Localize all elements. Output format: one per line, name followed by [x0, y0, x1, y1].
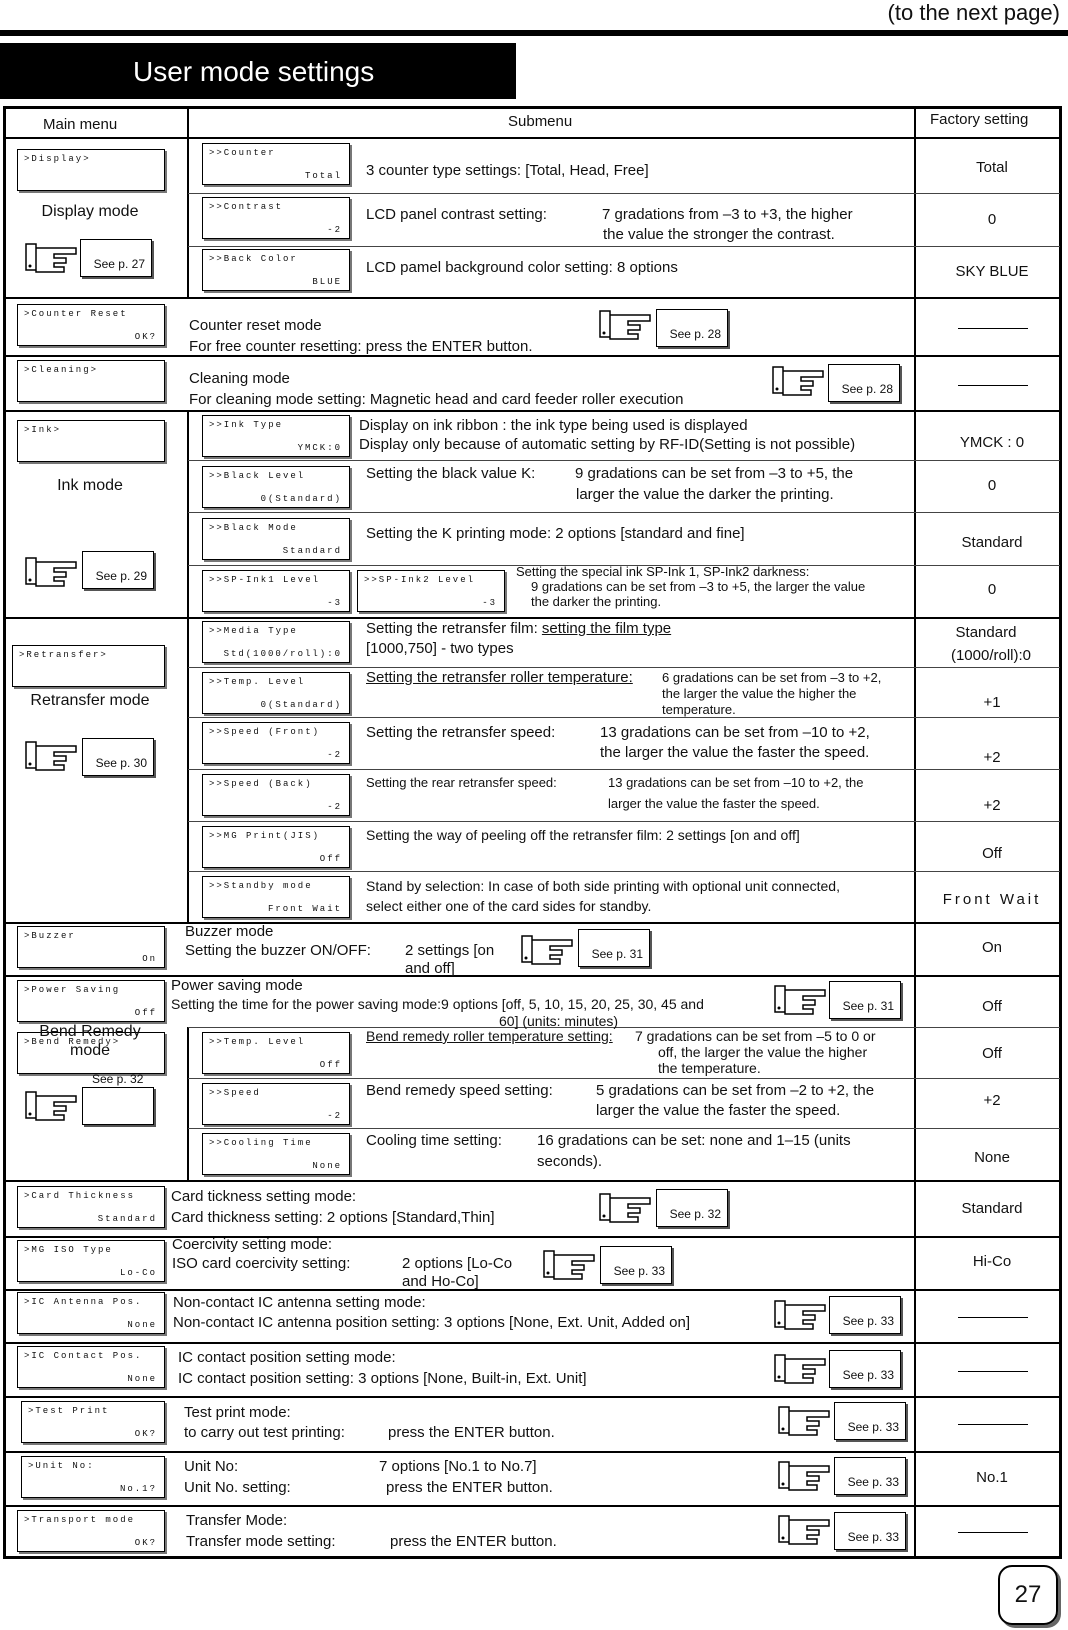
lcd-line: >Card Thickness — [24, 1191, 136, 1201]
factory-bend-speed: +2 — [983, 1092, 1001, 1109]
lcd-line: On — [142, 954, 157, 964]
lcd-ic-contact — [17, 1346, 165, 1388]
factory-card-thickness: Standard — [961, 1200, 1023, 1217]
sub-rule — [188, 717, 1060, 718]
pointing-hand-icon — [24, 734, 79, 774]
card-thickness-desc-1: Card tickness setting mode: — [171, 1188, 357, 1205]
see-page-label: See p. 33 — [847, 1530, 899, 1544]
counter-desc: 3 counter type settings: [Total, Head, Free] — [366, 162, 649, 179]
bend-mode-label-2: mode — [69, 1042, 111, 1059]
factory-standby: Front Wait — [942, 891, 1042, 908]
bend-temp-desc-2: 7 gradations can be set from –5 to 0 or — [635, 1028, 876, 1044]
ic-contact-desc-2: IC contact position setting: 3 options [None, Built-in, Ext. Unit] — [178, 1370, 587, 1387]
lcd-line: >Cleaning> — [24, 365, 99, 375]
see-page-label: See p. 28 — [669, 327, 721, 341]
see-page-ref[interactable] — [82, 1087, 154, 1125]
lcd-line: >>Counter — [209, 148, 276, 158]
factory-temp: +1 — [983, 694, 1001, 711]
power-desc-3: 60] (units: minutes) — [499, 1013, 619, 1029]
black-level-desc-2: 9 gradations can be set from –3 to +5, the — [575, 465, 854, 482]
bend-speed-desc-1: Bend remedy speed setting: — [366, 1082, 553, 1099]
pointing-hand-icon — [773, 1347, 828, 1387]
sub-rule — [188, 821, 1060, 822]
factory-none — [958, 328, 1028, 329]
transport-desc-3: press the ENTER button. — [390, 1533, 557, 1550]
factory-none — [958, 1371, 1028, 1372]
lcd-line: >>Back Color — [209, 254, 298, 264]
lcd-bend-temp — [202, 1032, 350, 1074]
see-page-ref[interactable] — [656, 1189, 728, 1227]
see-page-label: See p. 32 — [669, 1207, 721, 1221]
pointing-hand-icon — [24, 236, 79, 276]
lcd-line: >IC Antenna Pos. — [24, 1297, 143, 1307]
lcd-line: -3 — [482, 598, 497, 608]
lcd-line: YMCK:0 — [297, 443, 342, 453]
sub-rule — [188, 512, 1060, 513]
row-rule — [5, 1289, 1060, 1291]
cleaning-desc-1: Cleaning mode — [189, 370, 290, 387]
see-page-ref[interactable] — [82, 738, 154, 776]
factory-none — [958, 1424, 1028, 1425]
ic-contact-desc-1: IC contact position setting mode: — [178, 1349, 396, 1366]
lcd-line: >Retransfer> — [19, 650, 108, 660]
cooling-desc-2: 16 gradations can be set: none and 1–15 (units — [537, 1132, 851, 1149]
lcd-line: >MG ISO Type — [24, 1245, 113, 1255]
sp-desc-2: 9 gradations can be set from –3 to +5, the larger the value — [531, 579, 866, 594]
factory-backcolor: SKY BLUE — [955, 263, 1029, 280]
lcd-backcolor — [202, 249, 350, 291]
pointing-hand-icon — [24, 1084, 79, 1124]
col-main-menu: Main menu — [43, 116, 118, 133]
lcd-ic-antenna — [17, 1292, 165, 1334]
lcd-bend-speed — [202, 1083, 350, 1125]
media-desc-1 — [366, 619, 671, 638]
standby-desc-1: Stand by selection: In case of both side printing with optional unit connected, — [366, 878, 840, 894]
pointing-hand-icon — [777, 1454, 832, 1494]
see-page-ref[interactable] — [834, 1457, 906, 1495]
bend-speed-desc-3: larger the value the faster the speed. — [596, 1102, 841, 1119]
sub-rule — [188, 1027, 1060, 1028]
see-page-label: See p. 28 — [841, 382, 893, 396]
lcd-line: Lo-Co — [119, 1268, 157, 1278]
mg-iso-desc-3: 2 options [Lo-Co — [402, 1255, 513, 1272]
factory-black-mode: Standard — [961, 534, 1023, 551]
transport-desc-1: Transfer Mode: — [186, 1512, 288, 1529]
bend-mode-label-1: Bend Remedy — [39, 1023, 141, 1040]
title-bar — [0, 43, 516, 99]
sp-desc-3: the darker the printing. — [531, 594, 662, 609]
lcd-line: >IC Contact Pos. — [24, 1351, 143, 1361]
factory-ink-type: YMCK : 0 — [959, 434, 1025, 451]
see-page-label: See p. 27 — [93, 257, 145, 271]
buzzer-desc-4: and off] — [405, 960, 455, 977]
row-rule — [5, 410, 1060, 412]
contrast-desc-3: the value the stronger the contrast. — [603, 226, 835, 243]
mg-iso-desc-1: Coercivity setting mode: — [172, 1236, 333, 1253]
lcd-line: 0(Standard) — [260, 494, 342, 504]
lcd-line: >>Standby mode — [209, 881, 313, 891]
see-page-label: See p. 33 — [847, 1475, 899, 1489]
unit-no-desc-2b: press the ENTER button. — [386, 1479, 553, 1496]
temp-desc-1 — [366, 668, 633, 687]
factory-black-level: 0 — [987, 477, 997, 494]
unit-no-desc-1b: 7 options [No.1 to No.7] — [379, 1458, 537, 1475]
row-rule — [5, 1505, 1060, 1507]
lcd-line: >>Media Type — [209, 626, 298, 636]
lcd-counter-reset — [17, 304, 165, 346]
see-page-label: See p. 33 — [613, 1264, 665, 1278]
row-rule — [5, 1342, 1060, 1344]
lcd-sp-ink1 — [202, 570, 350, 612]
lcd-contrast — [202, 197, 350, 239]
ic-antenna-desc-2: Non-contact IC antenna position setting: 3 options [None, Ext. Unit, Added on] — [173, 1314, 690, 1331]
lcd-line: >>Black Mode — [209, 523, 298, 533]
cooling-desc-1: Cooling time setting: — [366, 1132, 502, 1149]
lcd-line: -2 — [327, 1111, 342, 1121]
see-page-label: See p. 33 — [842, 1368, 894, 1382]
contrast-desc-2: 7 gradations from –3 to +3, the higher — [602, 206, 853, 223]
factory-contrast: 0 — [987, 211, 997, 228]
lcd-line: None — [127, 1374, 157, 1384]
lcd-speed-front — [202, 722, 350, 764]
see-page-ref[interactable] — [80, 239, 152, 277]
display-mode-label: Display mode — [41, 203, 139, 220]
see-page-label: See p. 31 — [842, 999, 894, 1013]
lcd-line: >>SP-Ink2 Level — [364, 575, 476, 585]
lcd-power-saving — [17, 980, 165, 1022]
see-page-ref[interactable] — [82, 551, 154, 589]
lcd-line: -2 — [327, 225, 342, 235]
speed-back-desc-1: Setting the rear retransfer speed: — [366, 775, 557, 790]
factory-bend-temp: Off — [982, 1045, 1002, 1062]
speed-back-desc-2: 13 gradations can be set from –10 to +2, the — [608, 775, 864, 790]
transport-desc-2: Transfer mode setting: — [186, 1533, 336, 1550]
sub-rule — [188, 1128, 1060, 1129]
lcd-line: >>Contrast — [209, 202, 284, 212]
see-page-label: See p. 29 — [95, 569, 147, 583]
see-page-label: See p. 30 — [95, 756, 147, 770]
lcd-line: >Display> — [24, 154, 91, 164]
cooling-desc-3: seconds). — [537, 1153, 603, 1170]
test-print-desc-3: press the ENTER button. — [388, 1424, 555, 1441]
sub-rule — [188, 1078, 1060, 1079]
lcd-media-type — [202, 621, 350, 663]
media-desc-2: [1000,750] - two types — [366, 640, 514, 657]
row-rule — [5, 975, 1060, 977]
mg-iso-desc-2: ISO card coercivity setting: — [172, 1255, 351, 1272]
lcd-line: OK? — [134, 1538, 157, 1548]
lcd-card-thickness — [17, 1186, 165, 1228]
counter-reset-desc-2: For free counter resetting: press the ENTER button. — [189, 338, 533, 355]
next-page-note: (to the next page) — [887, 0, 1060, 25]
factory-cooling: None — [974, 1149, 1010, 1166]
bend-temp-desc-4: the temperature. — [658, 1060, 761, 1076]
factory-sp: 0 — [987, 581, 997, 598]
lcd-line: -2 — [327, 802, 342, 812]
lcd-line: Standard — [97, 1214, 157, 1224]
group-divider — [187, 138, 189, 298]
row-rule — [5, 1180, 1060, 1182]
lcd-line: >>Speed — [209, 1088, 261, 1098]
row-rule — [5, 297, 1060, 299]
lcd-line: OK? — [134, 332, 157, 342]
lcd-line: >Buzzer — [24, 931, 76, 941]
lcd-line: >>Black Level — [209, 471, 306, 481]
buzzer-desc-2: Setting the buzzer ON/OFF: — [185, 942, 371, 959]
lcd-line: >Transport mode — [24, 1515, 136, 1525]
pointing-hand-icon — [773, 978, 828, 1018]
lcd-line: >>Temp. Level — [209, 677, 306, 687]
buzzer-desc-3: 2 settings [on — [405, 942, 495, 959]
lcd-test-print — [21, 1401, 165, 1443]
see-page-ref[interactable] — [828, 364, 900, 402]
backcolor-desc: LCD pamel background color setting: 8 options — [366, 259, 678, 276]
sub-rule — [188, 871, 1060, 872]
lcd-line: Off — [319, 854, 342, 864]
cleaning-desc-2: For cleaning mode setting: Magnetic head and card feeder roller execution — [189, 391, 684, 408]
sub-rule — [188, 246, 1060, 247]
lcd-line: >>SP-Ink1 Level — [209, 575, 321, 585]
factory-counter: Total — [976, 159, 1008, 176]
lcd-line: >Power Saving — [24, 985, 121, 995]
mg-desc: Setting the way of peeling off the retransfer film: 2 settings [on and off] — [366, 827, 800, 843]
temp-desc-underlined: Setting the retransfer roller temperature: — [366, 669, 633, 686]
lcd-unit-no — [21, 1456, 165, 1498]
power-desc-2: Setting the time for the power saving mode:9 options [off, 5, 10, 15, 20, 25, 30, 45 and — [171, 996, 704, 1012]
lcd-speed-back — [202, 774, 350, 816]
factory-media-2: (1000/roll):0 — [950, 647, 1032, 664]
pointing-hand-icon — [777, 1508, 832, 1548]
lcd-display-menu — [17, 149, 165, 191]
see-page-ref[interactable] — [834, 1402, 906, 1440]
lcd-line: None — [312, 1161, 342, 1171]
lcd-line: OK? — [134, 1429, 157, 1439]
see-page-ref[interactable] — [578, 929, 650, 967]
unit-no-desc-2: Unit No. setting: — [184, 1479, 291, 1496]
lcd-ink-type — [202, 415, 350, 457]
lcd-temp-level — [202, 672, 350, 714]
counter-reset-desc-1: Counter reset mode — [189, 317, 322, 334]
lcd-line: -3 — [327, 598, 342, 608]
lcd-ink-menu — [17, 420, 165, 462]
row-rule — [5, 1451, 1060, 1453]
bend-see-label: See p. 32 — [92, 1072, 144, 1086]
col-submenu: Submenu — [508, 113, 573, 130]
lcd-black-level — [202, 466, 350, 508]
lcd-line: Total — [304, 171, 342, 181]
black-mode-desc: Setting the K printing mode: 2 options [standard and fine] — [366, 525, 745, 542]
lcd-line: >>Speed (Back) — [209, 779, 313, 789]
col-divider — [914, 108, 916, 1558]
see-page-ref[interactable] — [829, 981, 901, 1019]
see-page-ref[interactable] — [656, 309, 728, 347]
factory-unit-no: No.1 — [976, 1469, 1008, 1486]
row-rule — [5, 1236, 1060, 1238]
bend-temp-desc-1 — [366, 1029, 613, 1044]
lcd-line: >>MG Print(JIS) — [209, 831, 321, 841]
pointing-hand-icon — [542, 1243, 597, 1283]
lcd-line: >>Temp. Level — [209, 1037, 306, 1047]
contrast-desc-1: LCD panel contrast setting: — [366, 206, 547, 223]
factory-speed-front: +2 — [983, 749, 1001, 766]
see-page-ref[interactable] — [829, 1296, 901, 1334]
lcd-line: >>Cooling Time — [209, 1138, 313, 1148]
factory-mg-iso: Hi-Co — [972, 1253, 1012, 1270]
page-number: 27 — [998, 1565, 1058, 1625]
row-rule — [5, 355, 1060, 357]
pointing-hand-icon — [771, 359, 826, 399]
lcd-retransfer-menu — [12, 645, 165, 687]
row-rule — [5, 1396, 1060, 1398]
factory-media-1: Standard — [955, 624, 1017, 641]
power-desc-1: Power saving mode — [171, 977, 303, 994]
lcd-black-mode — [202, 518, 350, 560]
lcd-line: >Unit No: — [28, 1461, 95, 1471]
black-level-desc-3: larger the value the darker the printing. — [576, 486, 834, 503]
standby-desc-2: select either one of the card sides for standby. — [366, 898, 652, 914]
row-rule — [5, 922, 1060, 924]
see-page-label: See p. 33 — [842, 1314, 894, 1328]
see-page-ref[interactable] — [600, 1246, 672, 1284]
pointing-hand-icon — [520, 928, 575, 968]
pointing-hand-icon — [773, 1293, 828, 1333]
page-title: User mode settings — [133, 56, 375, 87]
lcd-line: Std(1000/roll):0 — [223, 649, 342, 659]
temp-desc-4: temperature. — [662, 702, 736, 717]
factory-speed-back: +2 — [983, 797, 1001, 814]
mg-iso-desc-4: and Ho-Co] — [402, 1273, 479, 1290]
lcd-line: >Ink> — [24, 425, 62, 435]
pointing-hand-icon — [598, 1186, 653, 1226]
media-desc-underlined: setting the film type — [541, 620, 672, 637]
media-desc-text: Setting the retransfer film: — [366, 620, 542, 637]
see-page-ref[interactable] — [834, 1512, 906, 1550]
bend-temp-underlined: Bend remedy roller temperature setting: — [366, 1028, 613, 1044]
lcd-standby — [202, 876, 350, 918]
ink-type-desc-1: Display on ink ribbon : the ink type being used is displayed — [359, 417, 748, 434]
temp-desc-2: 6 gradations can be set from –3 to +2, — [662, 670, 882, 685]
ink-type-desc-2: Display only because of automatic setting by RF-ID(Setting is not possible) — [359, 436, 856, 453]
lcd-cleaning — [17, 360, 165, 402]
lcd-sp-ink2 — [357, 570, 505, 612]
lcd-line: Standard — [282, 546, 342, 556]
bend-speed-desc-2: 5 gradations can be set from –2 to +2, the — [596, 1082, 875, 1099]
lcd-line: None — [127, 1320, 157, 1330]
factory-none — [958, 1532, 1028, 1533]
speed-front-desc-3: the larger the value the faster the speed. — [600, 744, 870, 761]
speed-front-desc-2: 13 gradations can be set from –10 to +2, — [600, 724, 870, 741]
lcd-line: >>Ink Type — [209, 420, 284, 430]
col-factory: Factory setting — [930, 111, 1029, 128]
sp-desc-1: Setting the special ink SP-Ink 1, SP-Ink2 darkness: — [516, 564, 810, 579]
ic-antenna-desc-1: Non-contact IC antenna setting mode: — [173, 1294, 426, 1311]
unit-no-desc-1: Unit No: — [184, 1458, 239, 1475]
lcd-line: Off — [319, 1060, 342, 1070]
speed-back-desc-3: larger the value the faster the speed. — [608, 796, 820, 811]
pointing-hand-icon — [24, 550, 79, 590]
black-level-desc-1: Setting the black value K: — [366, 465, 536, 482]
see-page-label: See p. 33 — [847, 1420, 899, 1434]
buzzer-desc-1: Buzzer mode — [185, 923, 274, 940]
group-divider — [187, 1027, 189, 1181]
sub-rule — [188, 460, 1060, 461]
factory-mg: Off — [982, 845, 1002, 862]
card-thickness-desc-2: Card thickness setting: 2 options [Standard,Thin] — [171, 1209, 495, 1226]
bend-temp-desc-3: off, the larger the value the higher — [658, 1044, 868, 1060]
see-page-ref[interactable] — [829, 1350, 901, 1388]
lcd-transport — [17, 1510, 165, 1552]
lcd-line: 0(Standard) — [260, 700, 342, 710]
lcd-mg-print — [202, 826, 350, 868]
header-rule — [5, 137, 1060, 139]
lcd-line: >Bend Remedy> — [24, 1037, 121, 1047]
see-page-label: See p. 31 — [591, 947, 643, 961]
lcd-buzzer — [17, 926, 165, 968]
factory-none — [958, 385, 1028, 386]
factory-power: Off — [982, 998, 1002, 1015]
temp-desc-3: the larger the value the higher the — [662, 686, 857, 701]
sub-rule — [188, 769, 1060, 770]
lcd-line: No.1? — [119, 1484, 157, 1494]
speed-front-desc-1: Setting the retransfer speed: — [366, 724, 556, 741]
lcd-cooling — [202, 1133, 350, 1175]
factory-buzzer: On — [981, 939, 1002, 956]
lcd-line: >Test Print — [28, 1406, 110, 1416]
lcd-counter — [202, 143, 350, 185]
pointing-hand-icon — [598, 303, 653, 343]
sub-rule — [188, 193, 1060, 194]
lcd-line: >Counter Reset — [24, 309, 128, 319]
lcd-mg-iso — [17, 1240, 165, 1282]
lcd-line: -2 — [327, 750, 342, 760]
pointing-hand-icon — [777, 1399, 832, 1439]
test-print-desc-1: Test print mode: — [184, 1404, 291, 1421]
lcd-line: Front Wait — [267, 904, 342, 914]
top-rule — [0, 30, 1068, 36]
col-divider — [187, 108, 189, 138]
lcd-line: Off — [134, 1008, 157, 1018]
factory-none — [958, 1317, 1028, 1318]
test-print-desc-2: to carry out test printing: — [184, 1424, 345, 1441]
lcd-line: BLUE — [312, 277, 342, 287]
lcd-line: >>Speed (Front) — [209, 727, 321, 737]
retransfer-mode-label: Retransfer mode — [30, 692, 150, 709]
ink-mode-label: Ink mode — [57, 477, 123, 494]
